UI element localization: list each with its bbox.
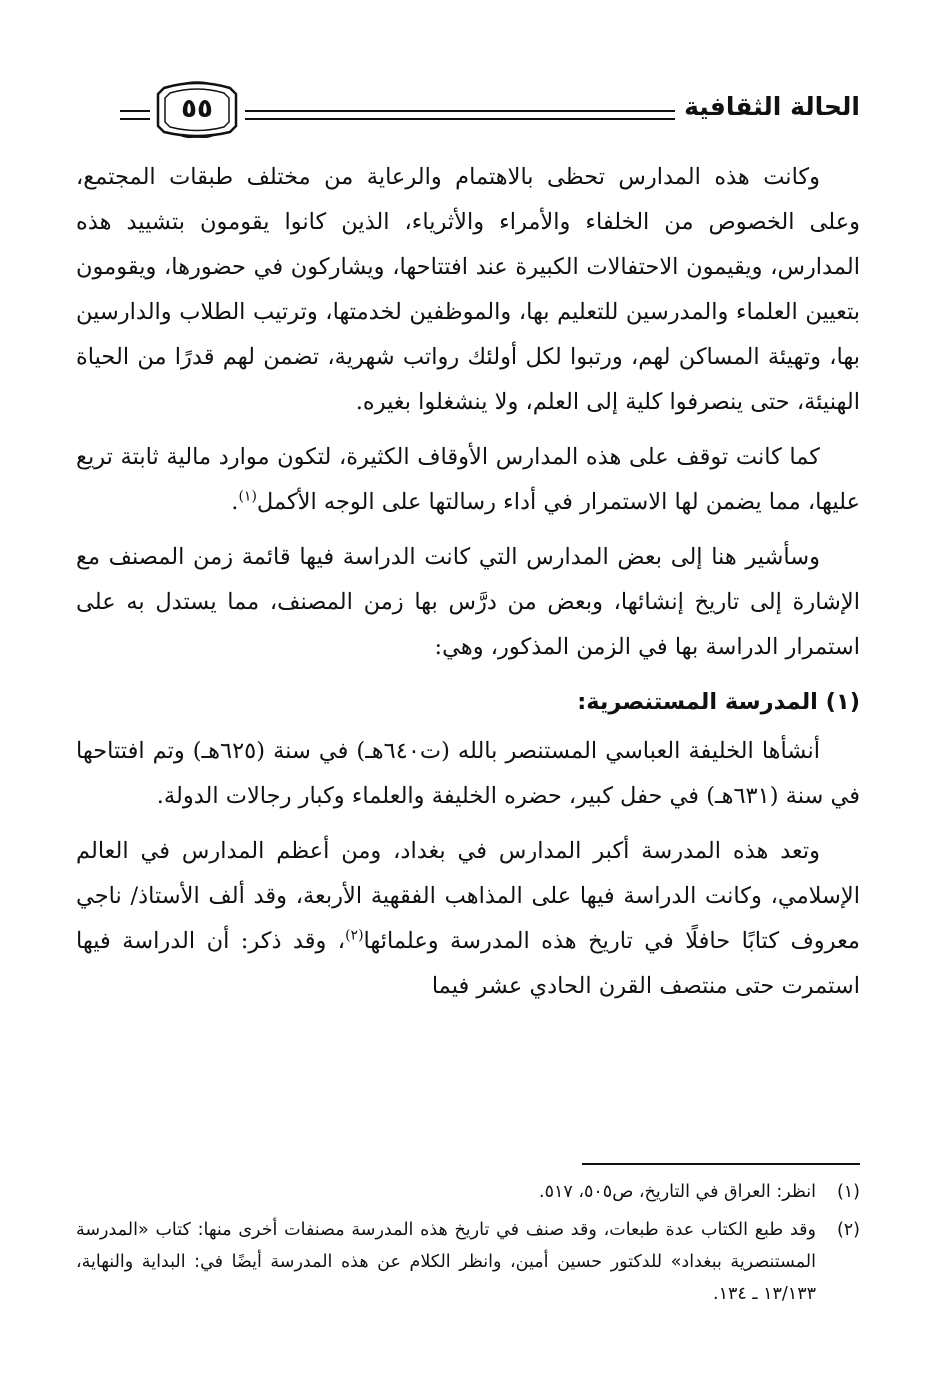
footnote-ref-2: (٢) — [345, 927, 364, 944]
page-number-ornament — [152, 80, 242, 138]
chapter-title: الحالة الثقافية — [684, 92, 860, 121]
paragraph-1: وكانت هذه المدارس تحظى بالاهتمام والرعاية من مختلف طبقات المجتمع، وعلى الخصوص من الخلفاء والأمراء والأثرياء، الذين كانوا يقومون بتشييد هذه المدارس، ويقيمون الاحتفالات الكبيرة عند افتتاحها، ويشاركون في حضورها، ويقومون بتعيين العلماء والمدرسين للتعليم بها، والموظفين لخدمتها، وترتيب الطلاب والدارسين بها، وتهيئة المساكن لهم، ورتبوا لكل أولئك رواتب شهرية، تضمن لهم قدرًا من الحياة الهنيئة، حتى ينصرفوا كلية إلى العلم، ولا ينشغلوا بغيره. — [76, 164, 860, 415]
paragraph-2 — [76, 435, 860, 525]
footnote-separator — [582, 1163, 860, 1165]
paragraph-2-text: كما كانت توقف على هذه المدارس الأوقاف الكثيرة، لتكون موارد مالية ثابتة تريع عليها، مما يضمن لها الاستمرار في أداء رسالتها على الوجه الأكمل — [76, 444, 860, 515]
paragraph-5-text: وتعد هذه المدرسة أكبر المدارس في بغداد، ومن أعظم المدارس في العالم الإسلامي، وكانت الدراسة فيها على المذاهب الفقهية الأربعة، وقد ألف الأستاذ/ ناجي معروف كتابًا حافلًا في تاريخ هذه المدرسة وعلمائها — [76, 838, 860, 954]
footnote-item — [76, 1176, 860, 1208]
header-double-rule-left — [120, 110, 150, 120]
footnote-item — [76, 1214, 860, 1310]
section-heading: (١) المدرسة المستنصرية: — [577, 689, 860, 715]
paragraph-5 — [76, 829, 860, 1009]
footnote-number: (٢) — [836, 1220, 860, 1240]
paragraph-4: أنشأها الخليفة العباسي المستنصر بالله (ت٦٤٠هـ) في سنة (٦٢٥هـ) وتم افتتاحها في سنة (٦٣١هـ) في حفل كبير، حضره الخليفة والعلماء وكبار رجالات الدولة. — [76, 738, 860, 809]
footnotes — [76, 1176, 860, 1316]
paragraph-2-end: . — [231, 489, 239, 515]
footnote-number: (١) — [836, 1182, 860, 1202]
footnote-text: انظر: العراق في التاريخ، ص٥٠٥، ٥١٧. — [538, 1182, 816, 1202]
page-number: ٥٥ — [181, 94, 213, 124]
footnote-text: وقد طبع الكتاب عدة طبعات، وقد صنف في تاريخ هذه المدرسة مصنفات أخرى منها: كتاب «المدرسة المستنصرية ببغداد» للدكتور حسين أمين، وانظر الكلام عن هذه المدرسة أيضًا في: البداية والنهاية، ١٣/١٣٣ ـ ١٣٤. — [76, 1220, 816, 1304]
header-double-rule-right — [245, 110, 675, 120]
footnote-ref-1: (١) — [238, 488, 257, 505]
paragraph-3: وسأشير هنا إلى بعض المدارس التي كانت الدراسة فيها قائمة زمن المصنف مع الإشارة إلى تاريخ إنشائها، وبعض من درَّس بها زمن المصنف، مما يستدل به على استمرار الدراسة بها في الزمن المذكور، وهي: — [76, 544, 860, 660]
main-text — [76, 155, 860, 1019]
paragraph-5-end: ، وقد ذكر: أن الدراسة فيها استمرت حتى منتصف القرن الحادي عشر فيما — [76, 928, 860, 999]
running-header — [120, 80, 860, 140]
